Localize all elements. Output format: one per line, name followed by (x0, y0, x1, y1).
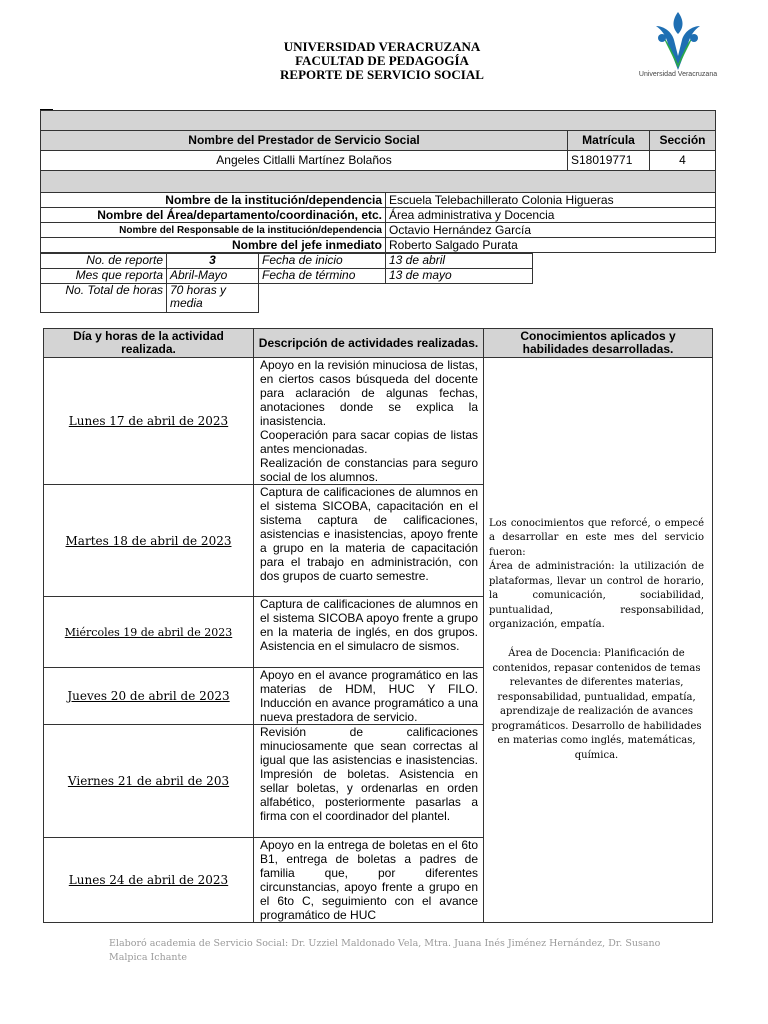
institucion-row (41, 193, 716, 208)
fecha-termino-label: Fecha de término (259, 269, 386, 284)
mes-value: Abril-Mayo (167, 269, 259, 284)
activity-description: Captura de calificaciones de alumnos en el sistema SICOBA, capacitación en el sistema captura de calificaciones, asistencias e inasistencias, apoyo frente a grupo en la materia de capacitación para el trabajo en administración, con dos grupos de cuarto semestre. (254, 485, 484, 597)
col-descripcion-header: Descripción de actividades realizadas. (254, 329, 484, 358)
activity-row (44, 358, 713, 485)
fecha-inicio-label: Fecha de inicio (259, 254, 386, 269)
prestador-name: Angeles Citlalli Martínez Bolaños (41, 151, 568, 171)
knowledge-docencia: Área de Docencia: Planificación de contenidos, repasar contenidos de temas relevantes de diferentes materias, responsabilidad, puntualidad, empatía, aprendizaje de realización de avances programáticos. Desarrollo de habilidades en materias como inglés, matemáticas, química. (491, 648, 702, 761)
reporte-row-2 (41, 269, 533, 284)
activity-description: Apoyo en el avance programático en las materias de HDM, HUC Y FILO. Inducción en avance programático a una nueva prestadora de servicio. (254, 668, 484, 725)
activity-date: Lunes 17 de abril de 2023 (44, 358, 254, 485)
mes-label: Mes que reporta (41, 269, 167, 284)
matricula-label: Matrícula (568, 131, 650, 151)
no-reporte-label: No. de reporte (41, 254, 167, 269)
prestador-value-row (41, 151, 716, 171)
reporte-table (40, 253, 533, 313)
activity-description (254, 358, 484, 485)
matricula-value: S18019771 (568, 151, 650, 171)
prestador-name-label: Nombre del Prestador de Servicio Social (41, 131, 568, 151)
responsable-row (41, 223, 716, 238)
activity-date: Viernes 21 de abril de 203 (44, 725, 254, 838)
total-horas-value: 70 horas y media (167, 284, 259, 313)
responsable-label: Nombre del Responsable de la institución/dependencia (41, 223, 386, 238)
knowledge-cell (484, 358, 713, 923)
activities-header-row (44, 329, 713, 358)
no-reporte-value: 3 (167, 254, 259, 269)
jefe-value: Roberto Salgado Purata (386, 238, 716, 253)
total-horas-label: No. Total de horas (41, 284, 167, 313)
fecha-termino-value: 13 de mayo (386, 269, 533, 284)
area-label: Nombre del Área/departamento/coordinación, etc. (41, 208, 386, 223)
fecha-inicio-value: 13 de abril (386, 254, 533, 269)
activity-date: Miércoles 19 de abril de 2023 (44, 597, 254, 668)
institucion-value: Escuela Telebachillerato Colonia Higueras (386, 193, 716, 208)
report-title: REPORTE DE SERVICIO SOCIAL (280, 67, 484, 82)
gray-spacer-row (41, 111, 716, 131)
area-row (41, 208, 716, 223)
responsable-value: Octavio Hernández García (386, 223, 716, 238)
footer-credits: Elaboró academia de Servicio Social: Dr. Uzziel Maldonado Vela, Mtra. Juana Inés Jiménez Hernández, Dr. Susano Malpica Ichante (109, 938, 661, 963)
gray-spacer-row (41, 171, 716, 193)
area-value: Área administrativa y Docencia (386, 208, 716, 223)
university-name: UNIVERSIDAD VERACRUZANA (283, 39, 481, 54)
prestador-table (40, 110, 716, 193)
jefe-label: Nombre del jefe inmediato (41, 238, 386, 253)
activity-description-text: Apoyo en la revisión minuciosa de listas, en ciertos casos búsqueda del docente para aclaración de algunas fechas, anotaciones donde se explica la inasistencia. Cooperación para sacar copias de listas antes mencionadas. Realización de constancias para seguro social de los alumnos. (260, 358, 478, 484)
reporte-row-3 (41, 284, 533, 313)
prestador-header-row (41, 131, 716, 151)
institucion-label: Nombre de la institución/dependencia (41, 193, 386, 208)
activity-description: Revisión de calificaciones minuciosamente que sean correctas al igual que las asistencias e inasistencias. Impresión de boletas. Asistencia en sellar boletas, y ordenarlas en orden alfabético, posteriormente pasarlas a firma con el coordinador del plantel. (254, 725, 484, 838)
reporte-row-1 (41, 254, 533, 269)
institucion-table (40, 192, 716, 253)
jefe-row (41, 238, 716, 253)
col-conocimientos-header: Conocimientos aplicados y habilidades desarrolladas. (484, 329, 713, 358)
activity-date: Jueves 20 de abril de 2023 (44, 668, 254, 725)
seccion-label: Sección (650, 131, 716, 151)
activity-date: Martes 18 de abril de 2023 (44, 485, 254, 597)
col-dia-header: Día y horas de la actividad realizada. (44, 329, 254, 358)
logo-caption: Universidad Veracruzana (638, 71, 718, 78)
activity-description: Captura de calificaciones de alumnos en el sistema SICOBA apoyo frente a grupo en la materia de inglés, en dos grupos. Asistencia en el simulacro de sismos. (254, 597, 484, 668)
knowledge-admin: Área de administración: la utilización de plataformas, llevar un control de horario, la comunicación, sociabilidad, puntualidad, responsabilidad, organización, empatía. (489, 561, 704, 631)
activity-date: Lunes 24 de abril de 2023 (44, 838, 254, 923)
activity-description: Apoyo en la entrega de boletas en el 6to B1, entrega de boletas a padres de familia que, por diferentes circunstancias, apoyo frente a grupo en el 6to C, seguimiento con el avance programático de HUC (254, 838, 484, 923)
activities-table (43, 328, 713, 923)
knowledge-intro: Los conocimientos que reforcé, o empecé a desarrollar en este mes del servicio fueron: (489, 517, 704, 558)
faculty-name: FACULTAD DE PEDAGOGÍA (295, 53, 469, 68)
seccion-value: 4 (650, 151, 716, 171)
